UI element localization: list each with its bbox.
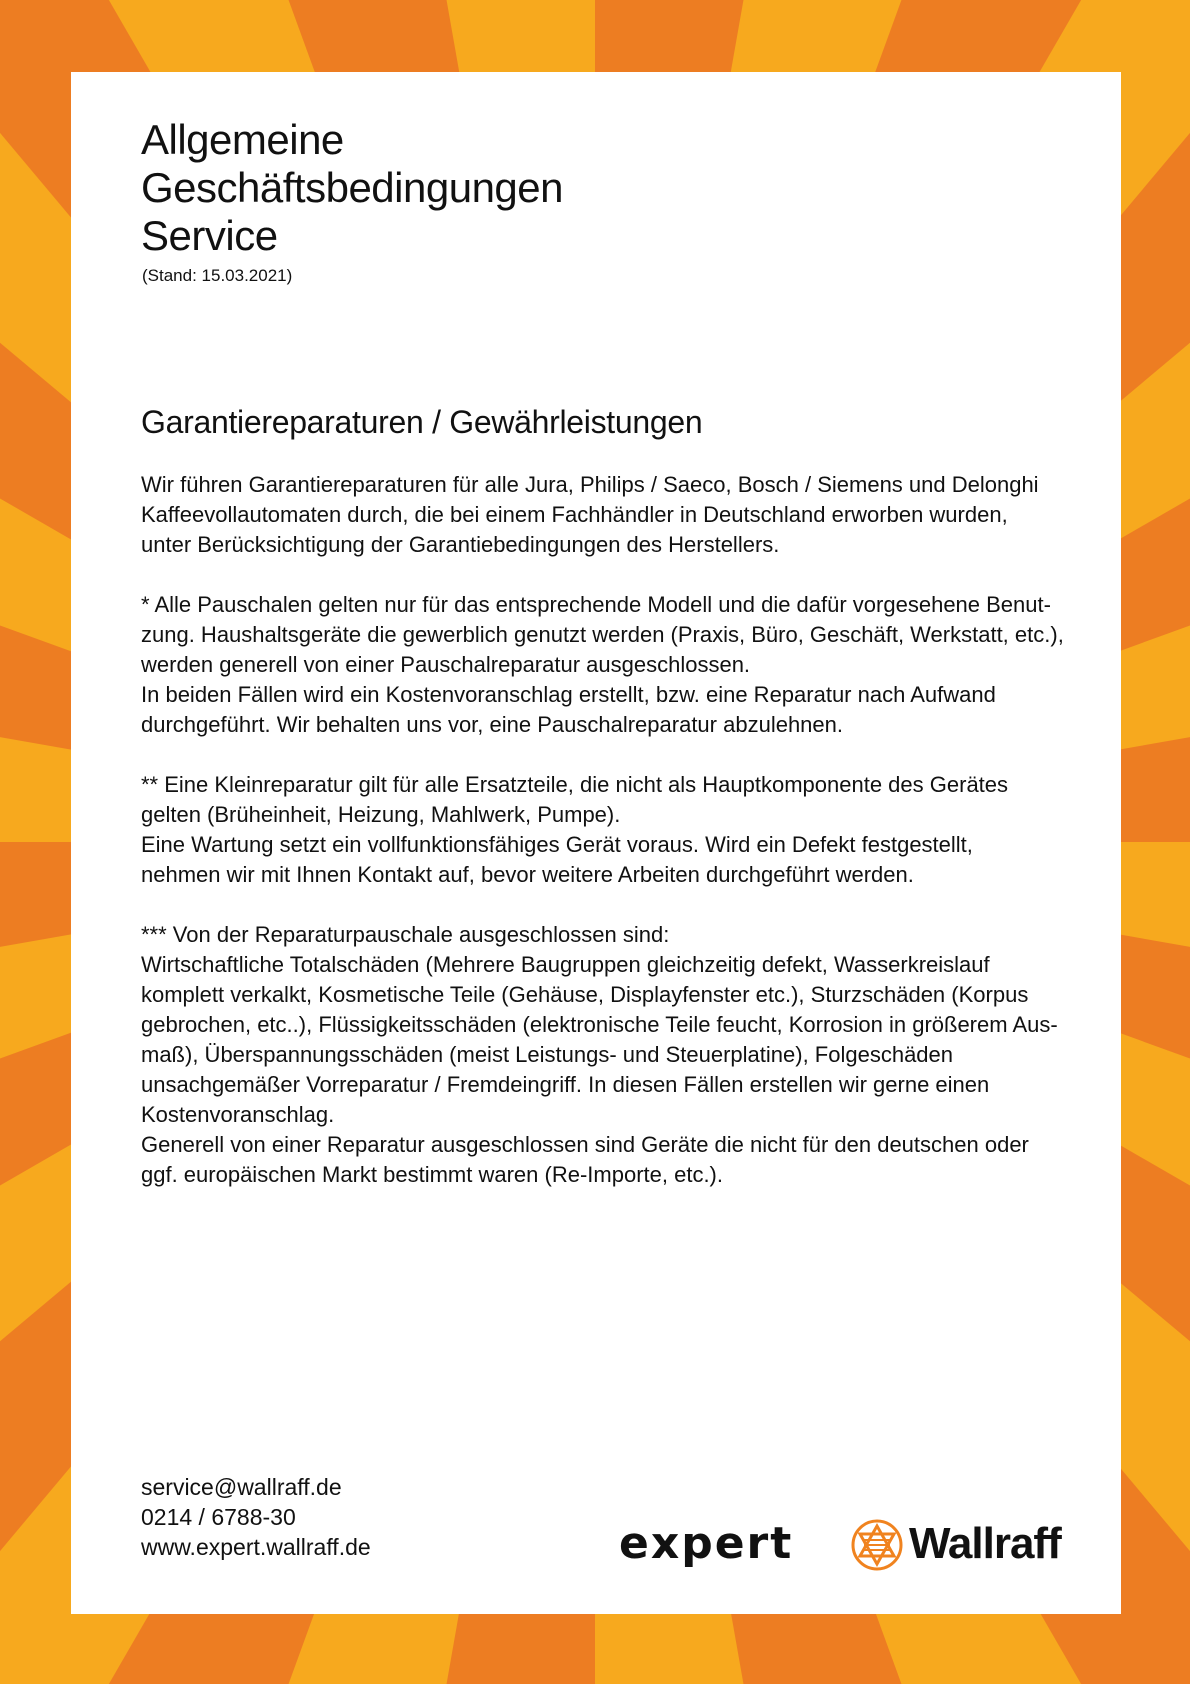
paragraph-line: werden generell von einer Pauschalreparatur ausgeschlossen. <box>141 652 751 677</box>
expert-star-icon <box>850 1518 904 1572</box>
paragraph-line: ** Eine Kleinreparatur gilt für alle Ersatzteile, die nicht als Hauptkomponente des Gerätes <box>141 772 1009 797</box>
paragraph-line: ggf. europäischen Markt bestimmt waren (Re-Importe, etc.). <box>141 1162 723 1187</box>
version-date: (Stand: 15.03.2021) <box>142 266 293 285</box>
expert-wallraff-logo <box>619 1514 1079 1574</box>
section-title: Garantiereparaturen / Gewährleistungen <box>141 404 703 440</box>
document-page <box>71 72 1121 1614</box>
paragraph-line: gebrochen, etc..), Flüssigkeitsschäden (elektronische Teile feucht, Korrosion in größerem Aus- <box>141 1012 1058 1037</box>
paragraph-line: gelten (Brüheinheit, Heizung, Mahlwerk, Pumpe). <box>141 802 621 827</box>
paragraph-line: Kostenvoranschlag. <box>141 1102 335 1127</box>
title-line: Service <box>141 212 278 259</box>
paragraph-line: Wir führen Garantiereparaturen für alle Jura, Philips / Saeco, Bosch / Siemens und Delonghi <box>141 472 1039 497</box>
paragraph-line: *** Von der Reparaturpauschale ausgeschlossen sind: <box>141 922 670 947</box>
paragraph-line: Eine Wartung setzt ein vollfunktionsfähiges Gerät voraus. Wird ein Defekt festgestellt, <box>141 832 973 857</box>
paragraph-line: komplett verkalkt, Kosmetische Teile (Gehäuse, Displayfenster etc.), Sturzschäden (Korpus <box>141 982 1029 1007</box>
logo-word-expert: expert <box>619 1518 794 1569</box>
paragraph-line: * Alle Pauschalen gelten nur für das entsprechende Modell und die dafür vorgesehene Benut- <box>141 592 1051 617</box>
paragraph-line: nehmen wir mit Ihnen Kontakt auf, bevor weitere Arbeiten durchgeführt werden. <box>141 862 914 887</box>
section-body <box>141 470 1071 1220</box>
logo-word-wallraff: Wallraff <box>909 1519 1061 1568</box>
body-paragraph <box>141 920 1071 1190</box>
paragraph-line: zung. Haushaltsgeräte die gewerblich genutzt werden (Praxis, Büro, Geschäft, Werkstatt, etc.), <box>141 622 1064 647</box>
body-paragraph <box>141 590 1071 740</box>
contact-website[interactable]: www.expert.wallraff.de <box>141 1534 371 1560</box>
paragraph-line: durchgeführt. Wir behalten uns vor, eine Pauschalreparatur abzulehnen. <box>141 712 843 737</box>
paragraph-line: unsachgemäßer Vorreparatur / Fremdeingriff. In diesen Fällen erstellen wir gerne einen <box>141 1072 990 1097</box>
paragraph-line: Wirtschaftliche Totalschäden (Mehrere Baugruppen gleichzeitig defekt, Wasserkreislauf <box>141 952 990 977</box>
contact-phone[interactable]: 0214 / 6788-30 <box>141 1504 296 1530</box>
title-line: Allgemeine <box>141 116 344 163</box>
body-paragraph <box>141 770 1071 890</box>
contact-block <box>141 1472 371 1562</box>
paragraph-line: maß), Überspannungsschäden (meist Leistungs- und Steuerplatine), Folgeschäden <box>141 1042 954 1067</box>
paragraph-line: unter Berücksichtigung der Garantiebedingungen des Herstellers. <box>141 532 780 557</box>
paragraph-line: In beiden Fällen wird ein Kostenvoranschlag erstellt, bzw. eine Reparatur nach Aufwand <box>141 682 996 707</box>
title-line: Geschäftsbedingungen <box>141 164 563 211</box>
paragraph-line: Kaffeevollautomaten durch, die bei einem Fachhändler in Deutschland erworben wurden, <box>141 502 1008 527</box>
body-paragraph <box>141 470 1071 560</box>
paragraph-line: Generell von einer Reparatur ausgeschlossen sind Geräte die nicht für den deutschen oder <box>141 1132 1029 1157</box>
document-title <box>141 116 563 260</box>
contact-email[interactable]: service@wallraff.de <box>141 1474 342 1500</box>
